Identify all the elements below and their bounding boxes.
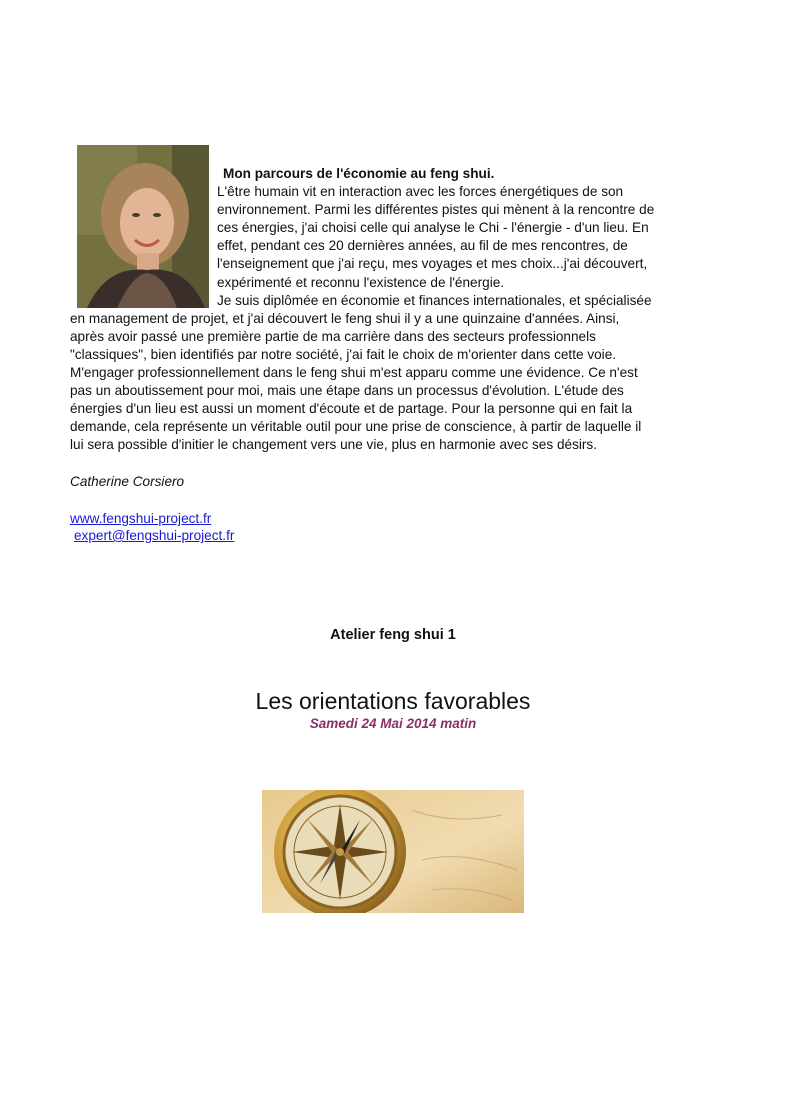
biography-line: expérimenté et reconnu l'existence de l'énergie.: [217, 274, 505, 290]
biography-line: énergies d'un lieu est aussi un moment d'écoute et de partage. Pour la personne qui en fait la: [70, 401, 633, 417]
compass-photo: [262, 790, 524, 913]
biography-line: effet, pendant ces 20 dernières années, au fil de mes rencontres, de: [217, 238, 628, 254]
biography-line: l'enseignement que j'ai reçu, mes voyages et mes choix...j'ai découvert,: [217, 256, 648, 272]
biography-line: pas un aboutissement pour moi, mais une étape dans un processus d'évolution. L'étude des: [70, 383, 624, 399]
biography-line: lui sera possible d'initier le changement vers une vie, plus en harmonie avec ses désirs.: [70, 437, 597, 453]
website-link[interactable]: www.fengshui-project.fr: [70, 511, 212, 526]
biography-line: demande, cela représente un véritable outil pour une prise de conscience, à partir de laquelle il: [70, 419, 642, 435]
biography-line: M'engager professionnellement dans le feng shui m'est apparu comme une évidence. Ce n'est: [70, 365, 638, 381]
biography-line: Je suis diplômée en économie et finances internationales, et spécialisée: [217, 292, 652, 308]
biography-line: après avoir passé une première partie de ma carrière dans des secteurs professionnels: [70, 328, 596, 344]
email-link[interactable]: expert@fengshui-project.fr: [74, 528, 235, 543]
workshop-date: Samedi 24 Mai 2014 matin: [309, 716, 477, 731]
biography-line: environnement. Parmi les différentes pistes qui mènent à la rencontre de: [217, 202, 655, 218]
biography-line: ces énergies, j'ai choisi celle qui analyse le Chi - l'énergie - d'un lieu. En: [217, 220, 649, 236]
biography-heading: Mon parcours de l'économie au feng shui.: [223, 166, 495, 181]
workshop-title: Les orientations favorables: [255, 688, 531, 714]
author-signature: Catherine Corsiero: [70, 474, 185, 489]
biography-line: "classiques", bien identifiés par notre société, j'ai fait le choix de m'orienter dans cette voie.: [70, 346, 617, 362]
biography-line: L'être humain vit en interaction avec les forces énergétiques de son: [217, 184, 624, 200]
biography-text: [70, 165, 715, 455]
biography-line: en management de projet, et j'ai découvert le feng shui il y a une quinzaine d'années. Ainsi,: [70, 310, 620, 326]
workshop-label: Atelier feng shui 1: [330, 627, 456, 643]
